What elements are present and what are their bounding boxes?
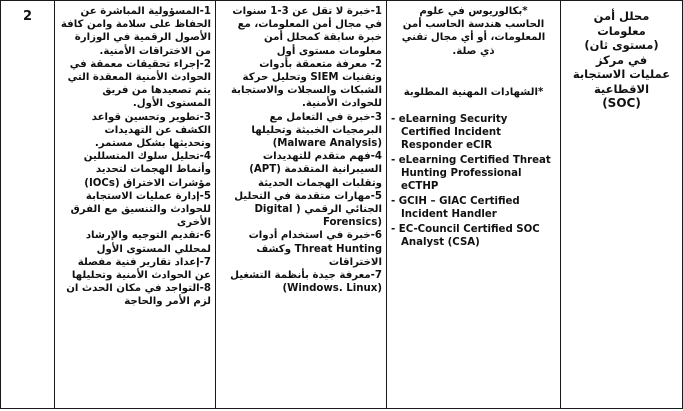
experience-list [220,5,382,295]
certifications-list [391,113,556,249]
experience-line: 6-خبرة في استخدام أدوات [248,230,382,242]
task-line: الحفاظ على سلامة وامن كافة [60,19,211,31]
experience-line: (Windows. Linux) [282,283,382,295]
experience-line: 7-معرفة جيدة بأنظمة التشغيل [230,270,382,282]
degree-line: ذي صلة. [452,45,495,57]
job-title [565,5,678,111]
experience-line: خبرة سابقة كمحلل أمن [264,32,382,44]
tasks-list [59,5,211,309]
experience-line: 5-مهارات متقدمة في التحليل [234,190,382,202]
job-title-line: معلومات [597,23,646,38]
experience-line: السيبرانية المتقدمة (APT) [249,164,382,176]
task-line: 4-تحليل سلوك المتسللين [83,151,211,163]
task-line: لمحللي المستوى الأول [96,243,211,255]
degree-line: *بكالوريوس في علوم [419,6,528,17]
experience-line: 3-خبرة في التعامل مع [269,111,382,123]
certification-item: - eLearning Certified Threat Hunting Professional eCTHP [391,155,551,193]
experience-line: 2- معرفة متعمقة بأدوات [259,58,382,70]
task-line: يتم تصعيدها من فريق [102,85,211,97]
row-number: 2 [22,9,33,24]
experience-line: في مجال أمن المعلومات، مع [237,19,382,31]
degree-line: الحاسب هندسة الحاسب أمن [402,19,545,31]
job-title-line: محلل أمن [593,9,650,23]
task-line: 1-المسؤولية المباشرة عن [80,6,211,17]
task-line: الأصول الرقمية في الوزارة [74,32,211,44]
experience-line: 1-خبرة لا تقل عن 3-1 سنوات [232,6,382,17]
task-line: 2-إجراء تحقيقات معمقة في [69,58,211,70]
experience-line: (Forensics [322,217,382,229]
job-title-line: (مستوى ثان) [584,38,659,52]
job-title-line: عمليات الاستجابة [572,67,671,81]
certification-item: - EC-Council Certified SOC Analyst (CSA) [391,224,540,249]
table-row [1,1,683,409]
task-line: 8-التواجد في مكان الحدث ان [66,283,211,295]
experience-line: الجنائي الرقمي ( Digital [254,204,382,216]
certification-item: - GCIH – GIAC Certified Incident Handler [391,196,520,221]
row-number-cell [1,1,55,409]
certs-heading: *الشهادات المهنية المطلوبة [403,86,544,98]
experience-line: وتقلبات الهجمات الحديثة [258,177,382,189]
qualifications-cell [387,1,561,409]
task-line: للحوادث والتنسيق مع الفرق [70,204,211,216]
task-line: 3-تطوير وتحسين قواعد [91,111,211,123]
experience-cell [216,1,387,409]
degree-line: المعلومات، أو أي مجال تقني [401,32,546,44]
task-line: المستوى الأول. [132,98,211,110]
task-line: وتحديثها بشكل مستمر. [94,138,211,150]
task-line: لزم الأمر والحاجة [124,296,211,308]
task-line: الكشف عن التهديدات [104,124,211,136]
tasks-cell [55,1,216,409]
degree-requirement [391,5,556,58]
task-line: 7-إعداد تقارير فنية مفصلة [77,256,211,268]
experience-line: Threat Hunting وكشف [256,243,382,255]
task-line: الحوادث الأمنية المعقدة التي [67,72,211,84]
job-title-line: (SOC) [602,96,641,110]
experience-line: (Malware Analysis) [272,138,382,150]
task-line: 5-إدارة عمليات الاستجابة [85,190,211,202]
experience-line: وتقنيات SIEM وتحليل حركة [242,72,382,84]
task-line: وأنماط الهجمات لتحديد [95,164,211,176]
experience-line: الشبكات والسجلات والاستجابة [230,85,382,97]
job-title-cell [561,1,683,409]
experience-line: 4-فهم متقدم للتهديدات [262,151,382,163]
job-title-line: الاقطاعية [593,81,650,96]
experience-line: الاختراقات [328,256,382,268]
task-line: الأخرى [176,217,211,229]
certification-item: - eLearning Security Certified Incident Responder eCIR [391,114,508,152]
task-line: 6-تقديم التوجيه والإرشاد [85,230,211,242]
task-line: من الاختراقات الأمنية. [99,45,211,57]
experience-line: للحوادث الأمنية. [302,98,382,110]
experience-line: معلومات مستوى أول [276,45,382,57]
job-title-line: في مركز [595,52,648,67]
task-line: عن الحوادث الأمنية وتحليلها [71,270,211,282]
experience-line: البرمجيات الخبيثة وتحليلها [251,124,382,136]
task-line: مؤشرات الاختراق (IOCs) [84,177,211,189]
